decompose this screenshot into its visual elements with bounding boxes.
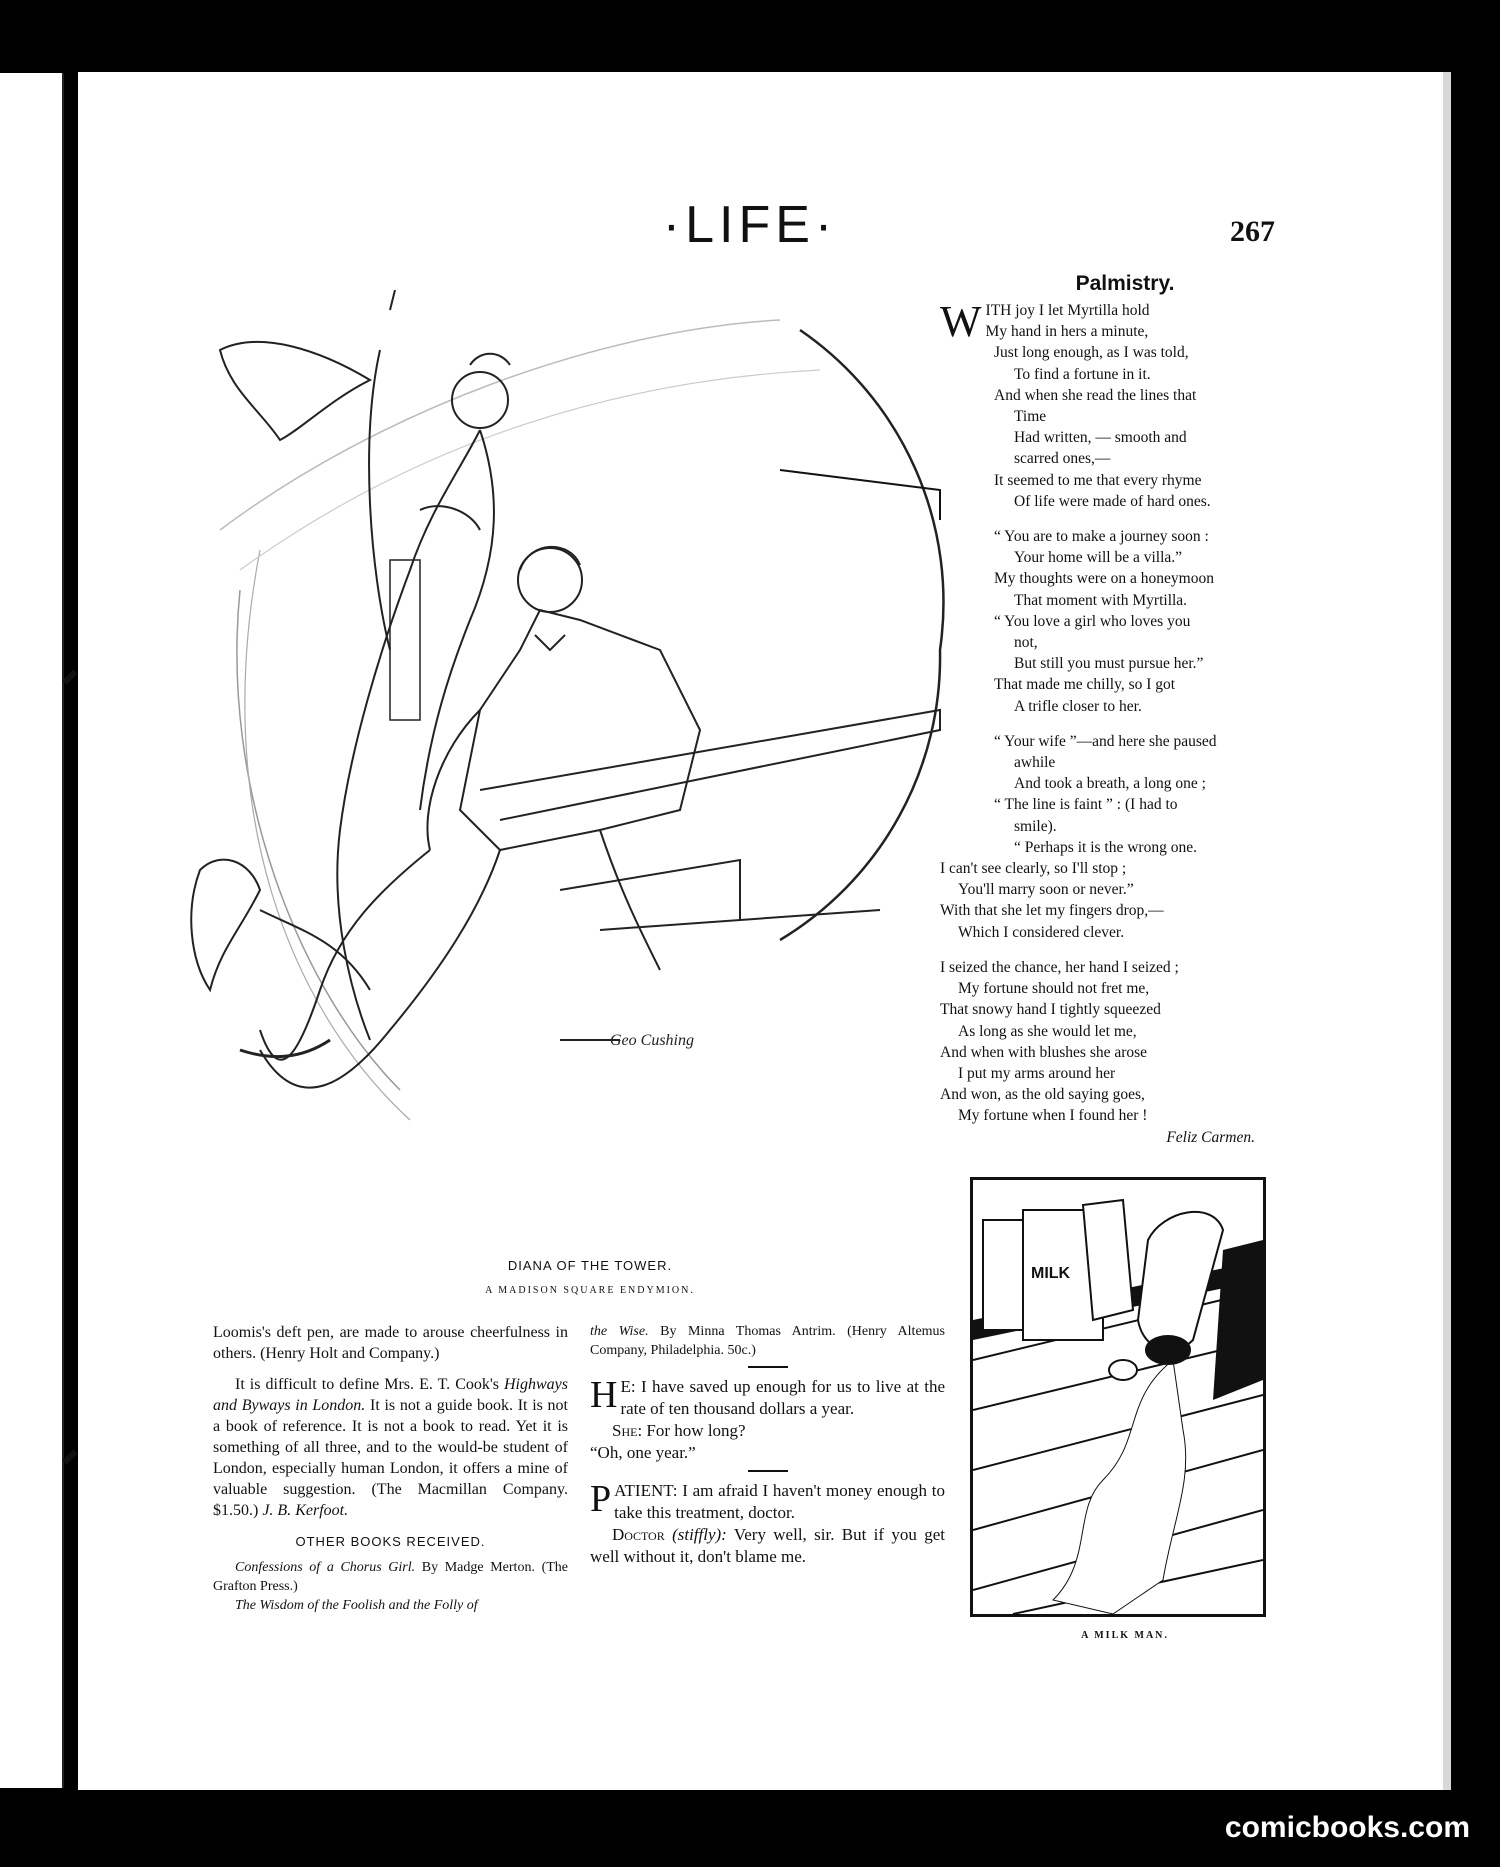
book-title: The Wisdom of the Foolish and the Folly of [235, 1598, 478, 1613]
joke-text: ATIENT: I am afraid I haven't money enough to take this treatment, doctor. [614, 1481, 945, 1522]
poem-line: Which I considered clever. [958, 923, 1125, 941]
divider [748, 1470, 788, 1472]
poem-line: I can't see clearly, so I'll stop ; [940, 860, 1127, 878]
poem-line: ITH joy I let Myrtilla hold [985, 302, 1150, 319]
poem-line: Time [1014, 408, 1047, 426]
book-title: the Wise. [590, 1324, 649, 1339]
poem-line: I put my arms around her [958, 1064, 1116, 1082]
poem-line: “ You are to make a journey soon : [994, 528, 1209, 546]
page-number: 267 [1230, 215, 1275, 248]
poem-line: As long as she would let me, [958, 1022, 1137, 1040]
poem-stanza-3 [940, 731, 1285, 943]
milk-cartoon-drawing [973, 1180, 1263, 1614]
page-edge [1443, 72, 1451, 1790]
other-books-header: OTHER BOOKS RECEIVED. [295, 1534, 486, 1549]
divider [748, 1366, 788, 1368]
milk-cartoon-caption: A MILK MAN. [1081, 1630, 1169, 1641]
poem-stanza-1 [940, 297, 1285, 512]
artist-signature: Geo Cushing [610, 1032, 694, 1049]
previous-page-edge [0, 73, 64, 1788]
joke-text: : For how long? [637, 1421, 746, 1440]
speaker-label: She [612, 1421, 638, 1440]
joke-text: E: I have saved up enough for us to live at the rate of ten thousand dollars a year. [620, 1377, 945, 1418]
poem-line: You'll marry soon or never.” [958, 881, 1134, 899]
poem-line: Just long enough, as I was told, [994, 344, 1189, 362]
poem-line: I seized the chance, her hand I seized ; [940, 958, 1179, 976]
poem-line: not, [1014, 634, 1038, 652]
joke-text: “Oh, one year.” [590, 1443, 696, 1462]
poem-line: That snowy hand I tightly squeezed [940, 1001, 1161, 1019]
poem-line: Of life were made of hard ones. [1014, 492, 1211, 510]
poem-line: That moment with Myrtilla. [1014, 591, 1188, 609]
joke-text: Very well, sir. But if you get well without it, don't blame me. [590, 1525, 945, 1566]
poem-line: “ Your wife ”—and here she paused [994, 732, 1217, 750]
reviews-column [213, 1322, 568, 1625]
poem-palmistry [940, 297, 1285, 1148]
poem-line: Your home will be a villa.” [1014, 549, 1183, 567]
poem-line: To find a fortune in it. [1014, 365, 1151, 383]
joke-drop-cap: H [590, 1374, 618, 1416]
poem-line: With that she let my fingers drop,— [940, 902, 1164, 920]
book-title: Highways and Byways in London. [213, 1376, 568, 1414]
speaker-label: Doctor [612, 1525, 665, 1544]
poem-line: “ The line is faint ” : (I had to [994, 796, 1178, 814]
review-text: It is not a guide book. It is not a book of reference. It is not a book to read. Yet it is something of all three, and to the would-be student of London, especially human London, it offers a mine of valuable suggestion. (The Macmillan Company. $1.50.) [213, 1397, 568, 1519]
poem-stanza-4 [940, 957, 1285, 1127]
poem-stanza-2 [940, 526, 1285, 717]
illustration-subcaption: A MADISON SQUARE ENDYMION. [485, 1285, 695, 1296]
scan-marker [62, 1449, 77, 1464]
poem-line: That made me chilly, so I got [994, 676, 1176, 694]
poem-line: And won, as the old saying goes, [940, 1086, 1145, 1104]
poem-line: A trifle closer to her. [1014, 697, 1142, 715]
poem-line: Had written, — smooth and [1014, 429, 1187, 447]
milk-cartoon [970, 1177, 1266, 1617]
poem-line: awhile [1014, 754, 1056, 772]
poem-line: “ Perhaps it is the wrong one. [1014, 838, 1197, 856]
poem-drop-cap: W [940, 297, 982, 346]
reviewer-signature: J. B. Kerfoot. [262, 1502, 349, 1519]
book-entry [213, 1558, 568, 1596]
poem-author: Feliz Carmen. [1166, 1128, 1255, 1146]
watermark: comicbooks.com [1224, 1811, 1470, 1844]
milk-jug-label: MILK [1031, 1265, 1071, 1282]
masthead-title: ·LIFE· [662, 196, 838, 254]
diana-illustration [180, 290, 960, 1270]
review-text: It is difficult to define Mrs. E. T. Cook's [235, 1376, 504, 1393]
poem-line: My fortune when I found her ! [958, 1107, 1148, 1125]
joke-1 [590, 1376, 945, 1464]
poem-line: And when she read the lines that [994, 386, 1197, 404]
poem-title: Palmistry. [1075, 272, 1175, 295]
review-paragraph: Loomis's deft pen, are made to arouse cheerfulness in others. (Henry Holt and Company.) [213, 1324, 568, 1362]
review-paragraph [213, 1374, 568, 1521]
poem-line: And when with blushes she arose [940, 1043, 1148, 1061]
poem-line: My thoughts were on a honeymoon [994, 570, 1214, 588]
book-entry-continued [590, 1322, 945, 1360]
joke-2 [590, 1480, 945, 1568]
jokes-column [590, 1322, 945, 1568]
book-entry [213, 1596, 568, 1615]
book-details: By Madge Merton. (The Grafton Press.) [213, 1560, 568, 1594]
book-title: Confessions of a Chorus Girl. [235, 1560, 416, 1575]
joke-drop-cap: P [590, 1478, 612, 1520]
stage-direction: (stiffly): [664, 1525, 727, 1544]
scan-marker [62, 669, 77, 684]
poem-line: “ You love a girl who loves you [994, 612, 1191, 630]
poem-line: scarred ones,— [1014, 450, 1111, 468]
poem-line: My fortune should not fret me, [958, 980, 1150, 998]
book-details: By Minna Thomas Antrim. (Henry Altemus Company, Philadelphia. 50c.) [590, 1324, 945, 1358]
poem-line: smile). [1014, 817, 1057, 835]
poem-line: It seemed to me that every rhyme [994, 471, 1202, 489]
poem-line: And took a breath, a long one ; [1014, 775, 1206, 793]
poem-line: But still you must pursue her.” [1014, 655, 1204, 673]
poem-line: My hand in hers a minute, [985, 323, 1149, 341]
illustration-caption: DIANA OF THE TOWER. [507, 1258, 673, 1273]
